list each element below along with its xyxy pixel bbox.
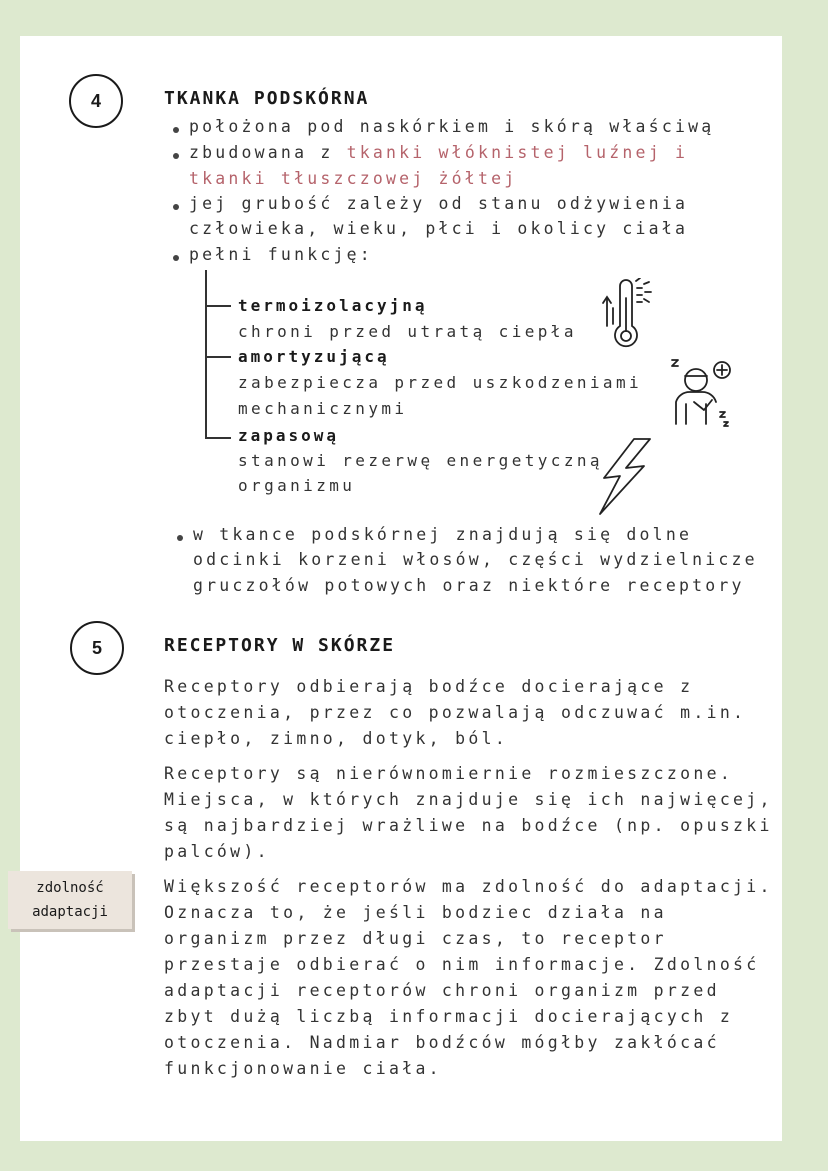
function-label-amortyzujaca: amortyzującą — [238, 347, 390, 366]
bullet-dot — [177, 535, 183, 541]
para-1-line: ciepło, zimno, dotyk, ból. — [164, 729, 509, 748]
section-5-title: RECEPTORY W SKÓRZE — [164, 635, 396, 656]
bullet-dot — [173, 255, 179, 261]
para-2-line: palców). — [164, 842, 270, 861]
bullet-3-line2: człowieka, wieku, płci i okolicy ciała — [189, 219, 689, 238]
lightning-icon — [590, 436, 654, 516]
para-3-line: adaptacji receptorów chroni organizm przed — [164, 981, 720, 1000]
bullet-dot — [173, 127, 179, 133]
bullet-5-line1: w tkance podskórnej znajdują się dolne — [193, 525, 693, 544]
para-3-line: funkcjonowanie ciała. — [164, 1059, 442, 1078]
bullet-2-accent: tkanki włóknistej luźnej i — [346, 143, 689, 162]
para-3-line: organizm przez długi czas, to receptor — [164, 929, 667, 948]
sidenote-line: adaptacji — [32, 904, 108, 920]
section-5-number: 5 — [70, 621, 124, 675]
sidenote-zdolnosc-adaptacji — [8, 871, 132, 929]
bullet-dot — [173, 153, 179, 159]
tree-line — [205, 270, 207, 438]
para-2-line: Miejsca, w których znajduje się ich najwięcej, — [164, 790, 773, 809]
section-4-title: TKANKA PODSKÓRNA — [164, 88, 370, 109]
para-3-line: zbyt dużą liczbą informacji docierających z — [164, 1007, 734, 1026]
function-text: mechanicznymi — [238, 399, 408, 418]
tree-branch — [205, 437, 231, 439]
bullet-4: pełni funkcję: — [189, 245, 373, 264]
para-3-line: Oznacza to, że jeśli bodziec działa na — [164, 903, 667, 922]
bullet-dot — [173, 204, 179, 210]
sidenote-line: zdolność — [36, 880, 104, 896]
function-text: chroni przed utratą ciepła — [238, 322, 577, 341]
bullet-5-line2: odcinki korzeni włosów, części wydzielnicze — [193, 550, 758, 569]
function-label-zapasowa: zapasową — [238, 426, 340, 445]
tree-branch — [205, 356, 231, 358]
thermometer-icon — [600, 278, 658, 358]
bullet-2: zbudowana z tkanki włóknistej luźnej i — [189, 143, 689, 162]
para-1-line: Receptory odbierają bodźce docierające z — [164, 677, 694, 696]
para-3-line: przestaje odbierać o nim informacje. Zdolność — [164, 955, 760, 974]
function-text: zabezpiecza przed uszkodzeniami — [238, 373, 643, 392]
bullet-2-accent-line2: tkanki tłuszczowej żółtej — [189, 169, 518, 188]
tree-branch — [205, 305, 231, 307]
para-2-line: są najbardziej wrażliwe na bodźce (np. opuszki — [164, 816, 773, 835]
section-4-number: 4 — [69, 74, 123, 128]
function-label-termoizolacyjna: termoizolacyjną — [238, 296, 428, 315]
para-2-line: Receptory są nierównomiernie rozmieszczone. — [164, 764, 734, 783]
para-3-accent: Większość receptorów ma zdolność do adaptacji. — [164, 877, 773, 896]
injured-person-icon — [666, 354, 736, 428]
bullet-1: położona pod naskórkiem i skórą właściwą — [189, 117, 715, 136]
function-text: stanowi rezerwę energetyczną — [238, 451, 603, 470]
function-text: organizmu — [238, 476, 356, 495]
para-3-line: otoczenia. Nadmiar bodźców mógłby zakłócać — [164, 1033, 720, 1052]
para-1-line: otoczenia, przez co pozwalają odczuwać m.in. — [164, 703, 747, 722]
bullet-5-line3: gruczołów potowych oraz niektóre receptory — [193, 576, 745, 595]
bullet-3-line1: jej grubość zależy od stanu odżywienia — [189, 194, 689, 213]
